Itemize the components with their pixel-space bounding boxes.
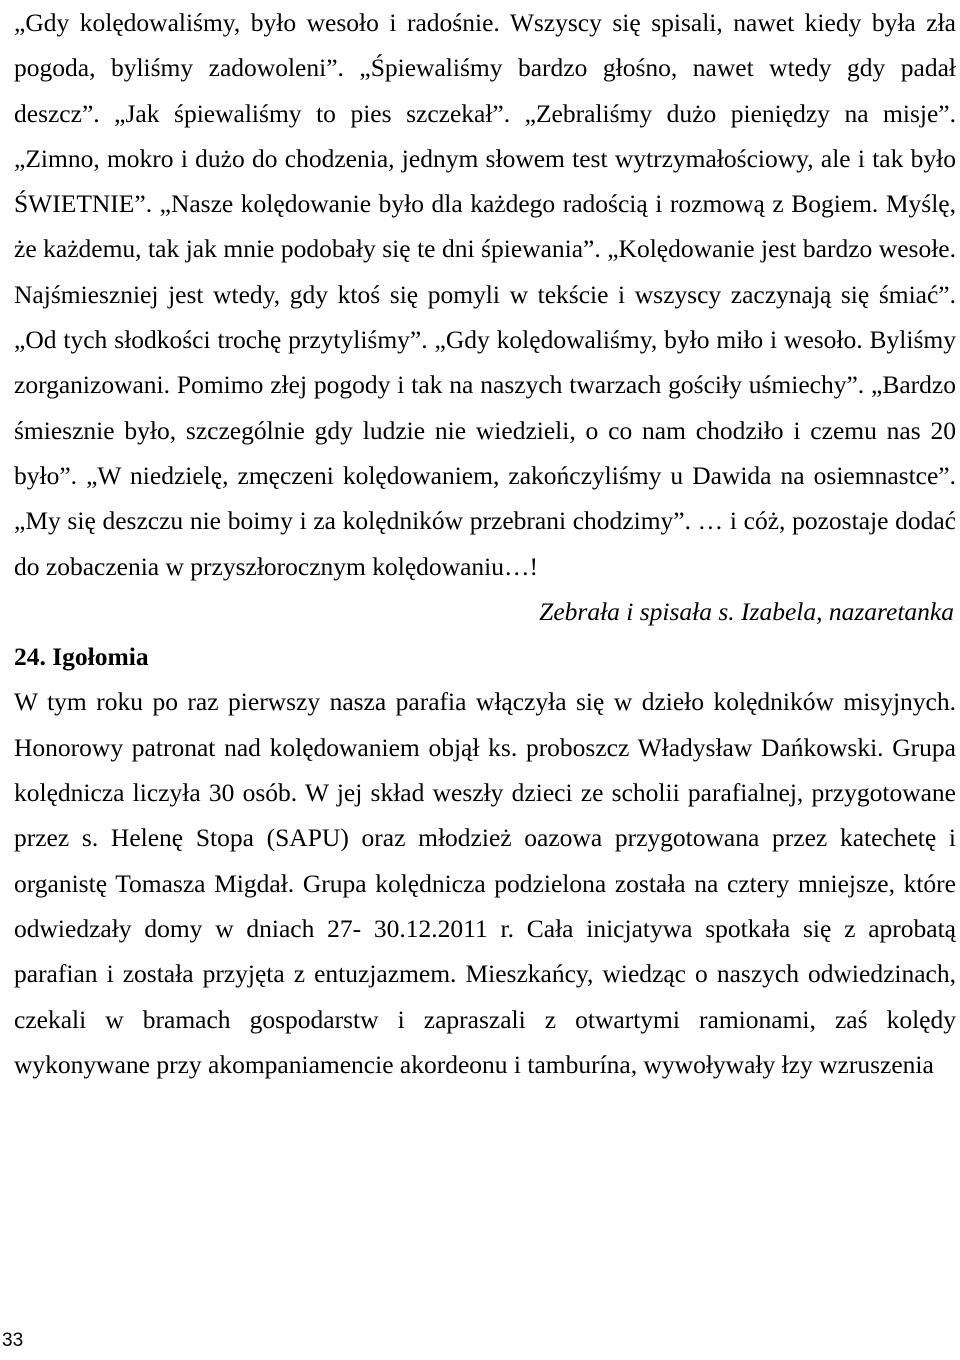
section-paragraph: W tym roku po raz pierwszy nasza parafia włączyła się w dzieło kolędników misyjnych. Honorowy patronat nad kolędowaniem objął ks. proboszcz Władysław Dańkowski. Grupa kolędnicza liczyła 30 osób. W jej skład weszły dzieci ze scholii parafialnej, przygotowane przez s. Helenę Stopa (SAPU) oraz młodzież oazowa przygotowana przez katechetę i organistę Tomasza Migdał. Grupa kolędnicza podzielona została na cztery mniejsze, które odwiedzały domy w dniach 27- 30.12.2011 r. Cała inicjatywa spotkała się z aprobatą parafian i została przyjęta z entuzjazmem. Mieszkańcy, wiedząc o naszych odwiedzinach, czekali w bramach gospodarstw i zapraszali z otwartymi ramionami, zaś kolędy wykonywane przy akompaniamencie akordeonu i tamburína, wywoływały łzy wzruszenia xyxy=(14,687,956,1079)
quotes-paragraph: „Gdy kolędowaliśmy, było wesoło i radośnie. Wszyscy się spisali, nawet kiedy była zła pogoda, byliśmy zadowoleni”. „Śpiewaliśmy bardzo głośno, nawet wtedy gdy padał deszcz”. „Jak śpiewaliśmy to pies szczekał”. „Zebraliśmy dużo pieniędzy na misje”. „Zimno, mokro i dużo do chodzenia, jednym słowem test wytrzymałościowy, ale i tak było ŚWIETNIE”. „Nasze kolędowanie było dla każdego radością i rozmową z Bogiem. Myślę, że każdemu, tak jak mnie podobały się te dni śpiewania”. „Kolędowanie jest bardzo wesołe. Najśmieszniej jest wtedy, gdy ktoś się pomyli w tekście i wszyscy zaczynają się śmiać”. „Od tych słodkości trochę przytyliśmy”. „Gdy kolędowaliśmy, było miło i wesoło. Byliśmy zorganizowani. Pomimo złej pogody i tak na naszych twarzach gościły uśmiechy”. „Bardzo śmiesznie było, szczególnie gdy ludzie nie wiedzieli, o co nam chodziło i czemu nas 20 było”. „W niedzielę, zmęczeni kolędowaniem, zakończyliśmy u Dawida na osiemnastce”. „My się deszczu nie boimy i za kolędników przebrani chodzimy”. … i cóż, pozostaje dodać do zobaczenia w przyszłorocznym kolędowaniu…! xyxy=(14,8,956,581)
section-heading: 24. Igołomia xyxy=(14,642,149,672)
document-page xyxy=(14,0,956,1087)
signature: Zebrała i spisała s. Izabela, nazaretanka xyxy=(539,596,954,626)
page-number: 33 xyxy=(2,1330,24,1351)
